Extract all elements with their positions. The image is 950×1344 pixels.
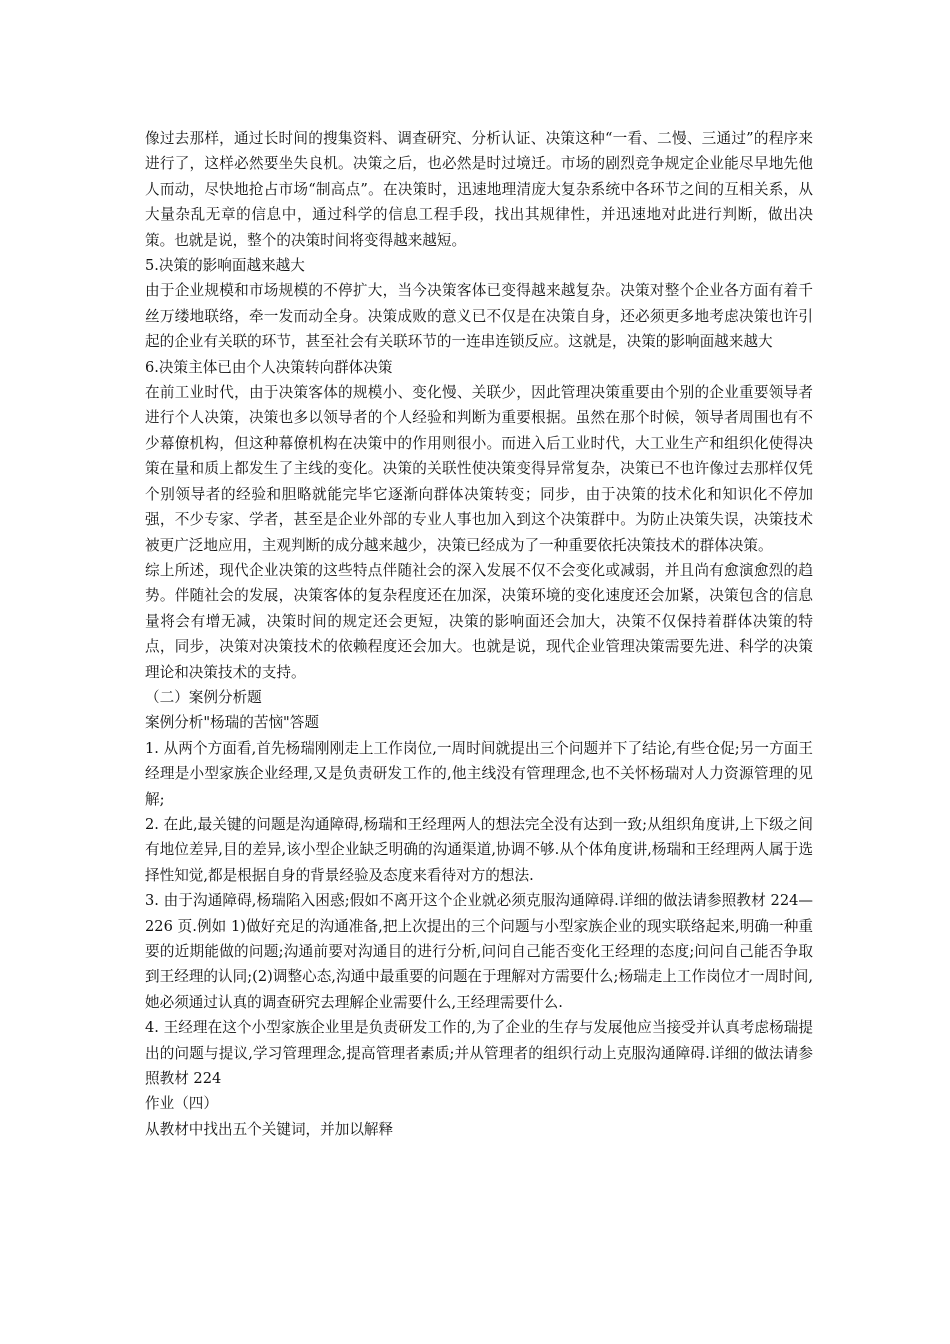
paragraph-summary: 综上所述，现代企业决策的这些特点伴随社会的深入发展不仅不会变化或减弱，并且尚有愈演愈烈的趋势。伴随社会的发展，决策客体的复杂程度还在加深，决策环境的变化速度还会加紧，决策包含的信息量将会有增无减，决策时间的规定还会更短，决策的影响面还会加大，决策不仅保持着群体决策的特点，同步，决策对决策技术的依赖程度还会加大。也就是说，现代企业管理决策需要先进、科学的决策理论和决策技术的支持。 (145, 561, 813, 681)
paragraph-group-decision: 在前工业时代，由于决策客体的规模小、变化慢、关联少，因此管理决策重要由个别的企业重要领导者进行个人决策，决策也多以领导者的个人经验和判断为重要根据。虽然在那个时候，领导者周围也有不少幕僚机构，但这种幕僚机构在决策中的作用则很小。而进入后工业时代，大工业生产和组织化使得决策在量和质上都发生了主线的变化。决策的关联性使决策变得异常复杂，决策已不也许像过去那样仅凭个别领导者的经验和胆略就能完毕它逐渐向群体决策转变；同步，由于决策的技术化和知识化不停加强，不少专家、学者，甚至是企业外部的专业人事也加入到这个决策群中。为防止决策失误，决策技术被更广泛地应用，主观判断的成分越来越少，决策已经成为了一种重要依托决策技术的群体决策。 (145, 384, 813, 554)
document-body (145, 126, 813, 1142)
paragraph-intro-continued: 像过去那样，通过长时间的搜集资料、调查研究、分析认证、决策这种“一看、二慢、三通过”的程序来进行了，这样必然要坐失良机。决策之后，也必然是时过境迁。市场的剧烈竞争规定企业能尽早地先他人而动，尽快地抢占市场“制高点”。在决策时，迅速地理清庞大复杂系统中各环节之间的互相关系，从大量杂乱无章的信息中，通过科学的信息工程手段，找出其规律性，并迅速地对此进行判断，做出决策。也就是说，整个的决策时间将变得越来越短。 (145, 130, 813, 249)
heading-decision-impact: 5.决策的影响面越来越大 (145, 257, 305, 275)
answer-item-1: 1. 从两个方面看,首先杨瑞刚刚走上工作岗位,一周时间就提出三个问题并下了结论,有些仓促;另一方面王经理是小型家族企业经理,又是负责研发工作的,他主线没有管理理念,也不关怀杨瑞对人力资源管理的见解; (145, 739, 813, 808)
answer-item-4: 4. 王经理在这个小型家族企业里是负责研发工作的,为了企业的生存与发展他应当接受并认真考虑杨瑞提出的问题与提议,学习管理理念,提高管理者素质;并从管理者的组织行动上克服沟通障碍.详细的做法请参照教材 224 (145, 1019, 813, 1088)
assignment-instruction: 从教材中找出五个关键词，并加以解释 (145, 1120, 394, 1138)
heading-assignment-4: 作业（四） (145, 1095, 218, 1113)
heading-case-title: 案例分析"杨瑞的苦恼"答题 (145, 714, 319, 732)
paragraph-decision-impact: 由于企业规模和市场规模的不停扩大，当今决策客体已变得越来越复杂。决策对整个企业各方面有着千丝万缕地联络，牵一发而动全身。决策成败的意义已不仅是在决策自身，还必须更多地考虑决策也许引起的企业有关联的环节，甚至社会有关联环节的一连串连锁反应。这就是，决策的影响面越来越大 (145, 282, 813, 351)
heading-case-analysis: （二）案例分析题 (145, 688, 262, 706)
answer-item-3: 3. 由于沟通障碍,杨瑞陷入困惑;假如不离开这个企业就必须克服沟通障碍.详细的做法请参照教材 224—226 页.例如 1)做好充足的沟通准备,把上次提出的三个问题与小型家族企业的现实联络起来,明确一种重要的近期能做的问题;沟通前要对沟通目的进行分析,问问自己能否变化王经理的态度;问问自己能否争取到王经理的认同;(2)调整心态,沟通中最重要的问题在于理解对方需要什么;杨瑞走上工作岗位才一周时间,她必须通过认真的调查研究去理解企业需要什么,王经理需要什么. (145, 892, 813, 1011)
answer-item-2: 2. 在此,最关键的问题是沟通障碍,杨瑞和王经理两人的想法完全没有达到一致;从组织角度讲,上下级之间有地位差异,目的差异,该小型企业缺乏明确的沟通渠道,协调不够.从个体角度讲,杨瑞和王经理两人属于选择性知觉,都是根据自身的背景经验及态度来看待对方的想法. (145, 815, 813, 884)
heading-group-decision: 6.决策主体已由个人决策转向群体决策 (145, 358, 393, 376)
